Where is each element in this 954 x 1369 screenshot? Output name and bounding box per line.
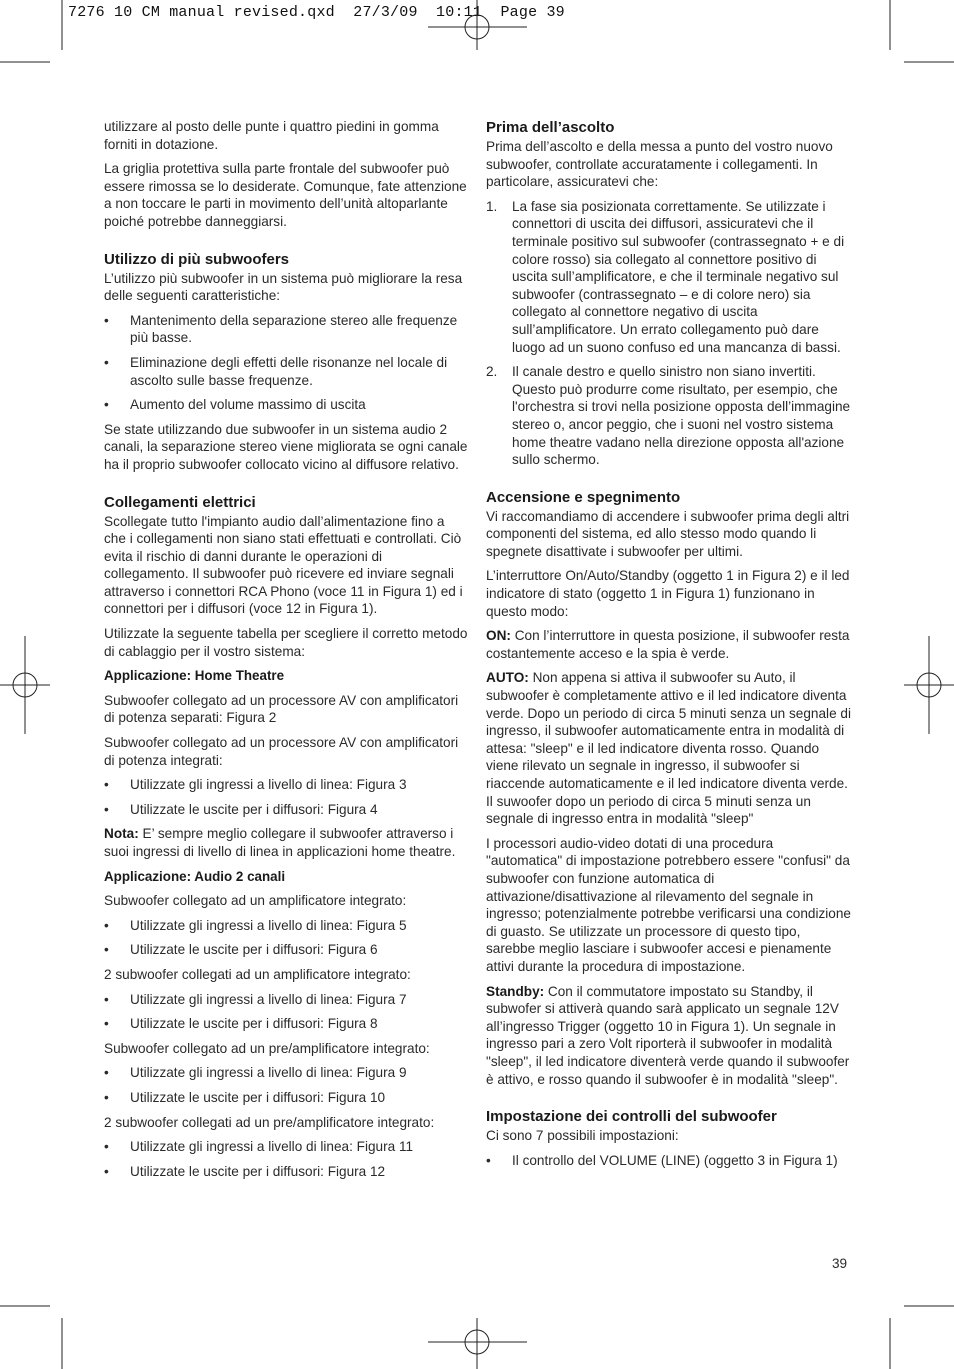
bullet-list: [104, 1138, 470, 1180]
page-number: 39: [832, 1256, 848, 1271]
paragraph: Subwoofer collegato ad un amplificatore integrato:: [104, 893, 407, 909]
list-item: • Utilizzate le uscite per i diffusori: Figura 8: [104, 1016, 378, 1032]
paragraph: Prima dell’ascolto e della messa a punto del vostro nuovo subwoofer, controllate accuratamente i collegamenti. In particolare, assicuratevi che:: [486, 139, 833, 190]
list-item: • Aumento del volume massimo di uscita: [104, 397, 366, 413]
paragraph: Se state utilizzando due subwoofer in un sistema audio 2 canali, la separazione stereo viene migliorata se ogni canale ha il proprio subwoofer collocato vicino al diffusore relativo.: [104, 421, 468, 472]
paragraph: Subwoofer collegato ad un processore AV con amplificatori di potenza integrati:: [104, 735, 459, 768]
paragraph: La griglia protettiva sulla parte frontale del subwoofer può essere rimossa se lo desiderate. Comunque, fate attenzione a non toccare le parti in movimento dell’unità altoparlante poiché potrebbe danneggiarsi.: [104, 161, 467, 229]
paragraph: Scollegate tutto l'impianto audio dall’alimentazione fino a che i collegamenti non siano stati effettuati e controllati. Ciò evita il rischio di danni durante le operazioni di collegamento. Il subwoofer può ricevere ed inviare segnali attraverso i connettori RCA Phono (voce 11 in Figura 1) ed i connettori per i diffusori (voce 12 in Figura 1).: [104, 513, 463, 617]
list-item: • Utilizzate gli ingressi a livello di linea: Figura 9: [104, 1065, 407, 1081]
list-item: 1. La fase sia posizionata correttamente. Se utilizzate i connettori di uscita dei diffusori, assicuratevi che il terminale positivo sul subwoofer (contrassegnato + e di colore rosso) sia collegato al connettore positivo di uscita sull’amplificatore, e che il terminale negativo sul subwoofer (contrassegnato – e di colore nero) sia collegato al connettore negativo di uscita sull’amplificatore. Un errato collegamento può dare luogo ad un suono confuso ed una mancanza di bassi.: [486, 198, 845, 355]
list-item: • Mantenimento della separazione stereo alle frequenze più basse.: [104, 312, 458, 346]
paragraph: Subwoofer collegato ad un processore AV con amplificatori di potenza separati: Figura 2: [104, 692, 459, 726]
note-label: Nota:: [104, 826, 139, 842]
heading-control-settings: Impostazione dei controlli del subwoofer: [486, 1108, 777, 1126]
left-column: [104, 118, 470, 1187]
auto-label: AUTO:: [486, 670, 529, 686]
paragraph: 2 subwoofer collegati ad un pre/amplificatore integrato:: [104, 1114, 435, 1130]
note-text: E’ sempre meglio collegare il subwoofer attraverso i suoi ingressi di livello di linea in applicazioni home theatre.: [104, 826, 456, 859]
paragraph: I processori audio-video dotati di una procedura "automatica" di impostazione potrebbero essere "confusi" da subwoofer con funzione automatica di attivazione/disattivazione al rilevamento del segnale in ingresso; potenzialmente potrebbe verificarsi una condizione di guasto. Se utilizzate un processore di questo tipo, sarebbe meglio lasciare i subwoofer accesi e pienamente attivi durante la procedura di impostazione.: [486, 835, 851, 974]
list-item: • Utilizzate le uscite per i diffusori: Figura 10: [104, 1089, 386, 1105]
bullet-list: [104, 312, 470, 414]
list-item: • Utilizzate gli ingressi a livello di linea: Figura 3: [104, 777, 407, 793]
subheading-audio-2-channels: Applicazione: Audio 2 canali: [104, 868, 286, 884]
paragraph: Subwoofer collegato ad un pre/amplificatore integrato:: [104, 1040, 430, 1056]
note-paragraph: [104, 825, 470, 860]
auto-mode-paragraph: AUTO: Non appena si attiva il subwoofer su Auto, il subwoofer è completamente attivo e il led indicatore diventa verde. Dopo un periodo di circa 5 minuti senza un segnale di ingresso, il subwoofer automaticamente entra in modalità di attesa: "sleep" e il led indicatore diventa rosso. Quando viene rilevato un segnale in ingresso, il subwoofer si riaccende automaticamente e il led indicatore diventa verde. Il suwoofer dopo un periodo di circa 5 minuti senza un segnale di ingresso entra in modalità "sleep": [486, 670, 851, 827]
paragraph: 2 subwoofer collegati ad un amplificatore integrato:: [104, 966, 411, 982]
list-item: • Il controllo del VOLUME (LINE) (oggetto 3 in Figura 1): [486, 1152, 838, 1168]
heading-multiple-subwoofers: Utilizzo di più subwoofers: [104, 250, 289, 268]
paragraph: Vi raccomandiamo di accendere i subwoofer prima degli altri componenti del sistema, ed allo stesso modo quando li spegnete disattivate i subwoofer per ultimi.: [486, 508, 850, 559]
numbered-list: [486, 198, 852, 469]
list-item: • Eliminazione degli effetti delle risonanze nel locale di ascolto sulle basse frequenze.: [104, 354, 448, 388]
right-column: [486, 118, 852, 1176]
subheading-home-theatre: Applicazione: Home Theatre: [104, 668, 285, 684]
list-item: • Utilizzate le uscite per i diffusori: Figura 4: [104, 801, 378, 817]
paragraph: utilizzare al posto delle punte i quattro piedini in gomma forniti in dotazione.: [104, 119, 439, 152]
bullet-list: [104, 917, 470, 959]
heading-before-listening: Prima dell’ascolto: [486, 119, 615, 136]
on-mode-paragraph: ON: Con l’interruttore in questa posizione, il subwoofer resta costantemente acceso e la spia è verde.: [486, 628, 850, 661]
standby-label: Standby:: [486, 983, 545, 999]
list-item: 2. Il canale destro e quello sinistro non siano invertiti. Questo può produrre come risultato, per esempio, che l'orchestra si trovi nella posizione opposta dell’immagine stereo o, ancor peggio, che i suoni nel vostro sistema home theatre vadano nella direzione opposta all'azione sullo schermo.: [486, 364, 851, 468]
paragraph: L’utilizzo più subwoofer in un sistema può migliorare la resa delle seguenti caratteristiche:: [104, 270, 463, 304]
list-item: • Utilizzate gli ingressi a livello di linea: Figura 11: [104, 1139, 414, 1155]
list-item: • Utilizzate gli ingressi a livello di linea: Figura 5: [104, 917, 407, 933]
list-item: • Utilizzate gli ingressi a livello di linea: Figura 7: [104, 991, 407, 1007]
bullet-list: [486, 1152, 852, 1170]
paragraph: L’interruttore On/Auto/Standby (oggetto 1 in Figura 2) e il led indicatore di stato (oggetto 1 in Figura 1) funzionano in questo modo:: [486, 568, 850, 619]
list-item: • Utilizzate le uscite per i diffusori: Figura 6: [104, 942, 378, 958]
heading-power-on-off: Accensione e spegnimento: [486, 488, 681, 506]
bullet-list: [104, 991, 470, 1033]
bullet-list: [104, 1064, 470, 1106]
print-slug: 7276 10 CM manual revised.qxd 27/3/09 10:11 Page 39: [68, 4, 565, 21]
paragraph: Ci sono 7 possibili impostazioni:: [486, 1128, 679, 1144]
bullet-list: [104, 776, 470, 818]
heading-electrical-connections: Collegamenti elettrici: [104, 493, 256, 511]
paragraph: Utilizzate la seguente tabella per scegliere il corretto metodo di cablaggio per il vostro sistema:: [104, 626, 468, 659]
standby-mode-paragraph: Standby: Con il commutatore impostato su Standby, il subwofer si attiverà quando sarà applicato un segnale 12V all’ingresso Trigger (oggetto 10 in Figura 1). Un segnale in ingresso pari a zero Volt riporterà il subwoofer in modalità "sleep", il led indicatore diventerà verde quando il subwoofer è attivo, e rosso quando il subwoofer è in modalità "sleep".: [486, 983, 850, 1087]
on-label: ON:: [486, 628, 511, 644]
list-item: • Utilizzate le uscite per i diffusori: Figura 12: [104, 1163, 386, 1179]
